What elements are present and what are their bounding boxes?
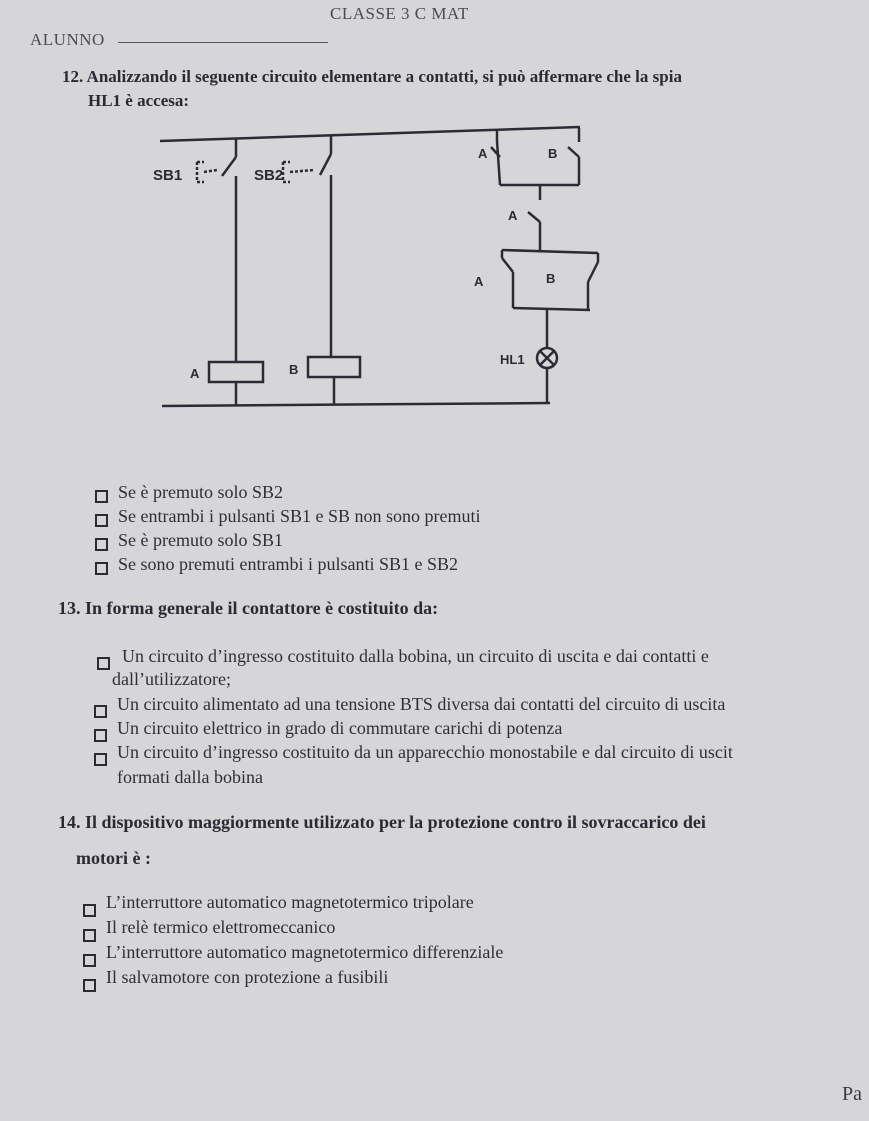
coil-b-label: B [289,362,299,377]
q12-option-3: Se è premuto solo SB1 [118,530,283,550]
q13-option-4-cont: formati dalla bobina [117,767,263,787]
q12-option-1-checkbox[interactable] [95,490,108,503]
q14-option-3-checkbox[interactable] [83,954,96,967]
contact-a-label-bottom: A [474,274,484,289]
contact-b-label-bottom: B [546,271,556,286]
contact-b-label-top: B [548,146,558,161]
coil-a-label: A [190,366,200,381]
q14-option-3: L’interruttore automatico magnetotermico differenziale [106,942,504,962]
question-12-text-cont: HL1 è accesa: [88,91,190,110]
q13-option-4: Un circuito d’ingresso costituito da un apparecchio monostabile e dal circuito di uscit [117,742,733,762]
q14-option-1-checkbox[interactable] [83,904,96,917]
q14-option-2-checkbox[interactable] [83,929,96,942]
question-13-text: 13. In forma generale il contattore è costituito da: [58,598,439,618]
q12-option-2-checkbox[interactable] [95,514,108,527]
q12-option-2: Se entrambi i pulsanti SB1 e SB non sono premuti [118,506,481,526]
q12-option-1: Se è premuto solo SB2 [118,482,283,502]
sb2-label: SB2 [254,167,284,184]
question-14-text: 14. Il dispositivo maggiormente utilizzato per la protezione contro il sovraccarico dei [58,812,706,832]
sb1-label: SB1 [153,167,183,184]
q13-option-1-cont: dall’utilizzatore; [112,669,231,689]
lamp-hl1-label: HL1 [500,352,525,367]
contact-a-label-middle: A [508,208,518,223]
page-label: Pa [842,1083,862,1105]
ladder-circuit-diagram [0,0,869,420]
q13-option-2: Un circuito alimentato ad una tensione BTS diversa dai contatti del circuito di uscita [117,694,726,714]
q13-option-1: Un circuito d’ingresso costituito dalla bobina, un circuito di uscita e dai contatti e [122,646,709,666]
contact-a-label-top: A [478,146,488,161]
q13-option-4-checkbox[interactable] [94,753,107,766]
class-label: CLASSE 3 C MAT [330,4,469,23]
q13-option-3-checkbox[interactable] [94,729,107,742]
q12-option-4-checkbox[interactable] [95,562,108,575]
q14-option-2: Il relè termico elettromeccanico [106,917,336,937]
q12-option-4: Se sono premuti entrambi i pulsanti SB1 e SB2 [118,554,458,574]
question-12-text: 12. Analizzando il seguente circuito elementare a contatti, si può affermare che la spia [62,67,682,86]
question-14-text-cont: motori è : [76,848,151,868]
q13-option-2-checkbox[interactable] [94,705,107,718]
q12-option-3-checkbox[interactable] [95,538,108,551]
q14-option-4: Il salvamotore con protezione a fusibili [106,967,389,987]
q13-option-1-checkbox[interactable] [97,657,110,670]
q14-option-4-checkbox[interactable] [83,979,96,992]
student-label: ALUNNO [30,30,105,49]
q14-option-1: L’interruttore automatico magnetotermico tripolare [106,892,474,912]
q13-option-3: Un circuito elettrico in grado di commutare carichi di potenza [117,718,563,738]
